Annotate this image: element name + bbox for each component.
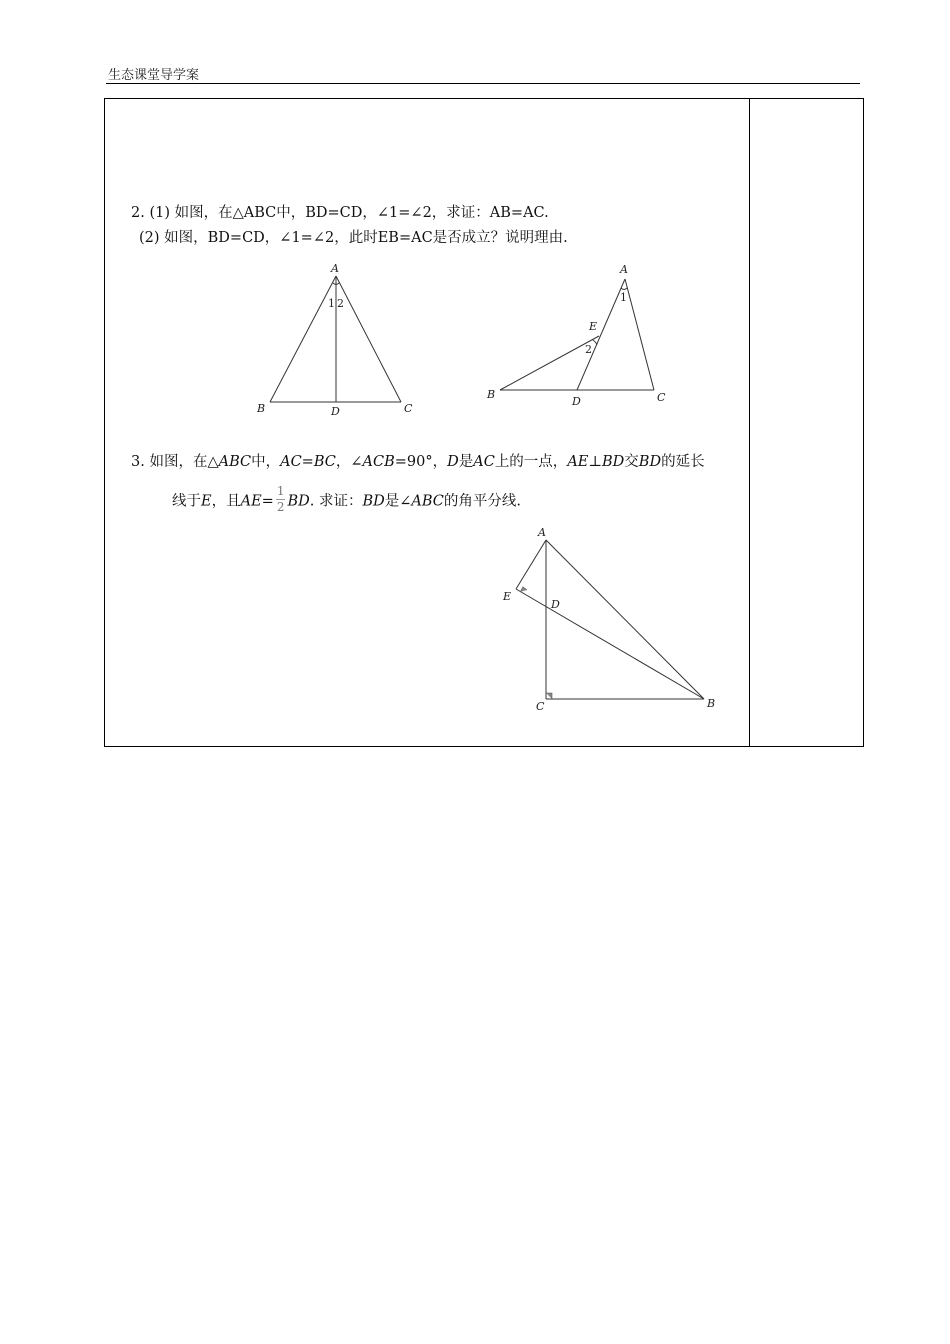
fig3-segment-ae (516, 540, 546, 589)
fig3-right-angle-e (520, 587, 527, 592)
q2-number: 2. (131, 205, 145, 221)
fig2-label-e: E (589, 320, 598, 333)
q3-text: 的延长 (661, 454, 705, 470)
fig2-angle-2-label: 2 (585, 343, 592, 356)
q3-text: 线于 (172, 493, 201, 510)
q3-text: ，∠ (335, 454, 363, 470)
q3-math: BD (638, 454, 662, 470)
q3-math: BD (602, 454, 625, 470)
q3-math: D (447, 454, 459, 470)
fig3-side-ab (546, 540, 704, 699)
fig3-label-d: D (551, 598, 560, 611)
fig3-label-b: B (707, 697, 716, 710)
q3-math: AE (567, 454, 589, 470)
fig1-label-d: D (331, 405, 340, 418)
q2-part2-label: (2) (139, 230, 160, 246)
header-title: 生态课堂导学案 (108, 68, 200, 83)
q3-text: ，且 (211, 493, 241, 510)
q2-part1-body: 如图，在△ABC中，BD=CD，∠1=∠2，求证：AB=AC. (174, 205, 549, 221)
fig3-right-angle-c (546, 693, 552, 699)
fig2-label-d: D (572, 395, 581, 408)
q3-math: ACB (362, 454, 395, 470)
fig2-label-c: C (657, 391, 666, 404)
q3-text: = (261, 493, 274, 510)
q3-text: 的角平分线. (443, 493, 521, 510)
q3-text: 如图，在△ (149, 454, 219, 470)
q3-fraction-denominator: 2 (276, 500, 285, 514)
fig1-label-b: B (257, 402, 266, 415)
q3-math: AC=BC (280, 454, 336, 470)
q3-math: AE (240, 493, 262, 510)
fig1-angle-1-label: 1 (328, 297, 335, 310)
fig2-label-a: A (620, 263, 628, 276)
fig3-label-a: A (538, 526, 546, 539)
q3-text: 是∠ (384, 493, 412, 510)
q3-text: 是 (458, 454, 474, 470)
q3-math: ABC (218, 454, 252, 470)
q3-text: ⊥ (588, 454, 603, 470)
q3-math: E (201, 493, 212, 510)
fig3-segment-eb (516, 589, 704, 699)
fig1-label-a: A (331, 262, 339, 275)
q3-number: 3. (131, 454, 145, 470)
q2-part1-label: (1) (149, 205, 170, 221)
q3-text: . 求证： (309, 493, 363, 510)
q3-text: 中， (251, 454, 281, 470)
q2-part2-body: 如图，BD=CD，∠1=∠2，此时EB=AC是否成立？说明理由. (164, 230, 568, 246)
q3-math: AC (473, 454, 495, 470)
q3-text: 交 (624, 454, 639, 470)
fig1-angle-2-label: 2 (337, 297, 344, 310)
q3-text: 上的一点， (494, 454, 568, 470)
fig3-label-c: C (536, 700, 545, 713)
q3-fraction-numerator: 1 (276, 484, 285, 498)
q3-math: BD (362, 493, 385, 510)
fig3-label-e: E (503, 590, 512, 603)
q3-math: BD (287, 493, 310, 510)
fig1-label-c: C (404, 402, 413, 415)
q3-text: =90°， (394, 454, 448, 470)
q3-math: ABC (411, 493, 444, 510)
fig2-angle-1-label: 1 (620, 291, 627, 304)
fig2-label-b: B (487, 388, 496, 401)
